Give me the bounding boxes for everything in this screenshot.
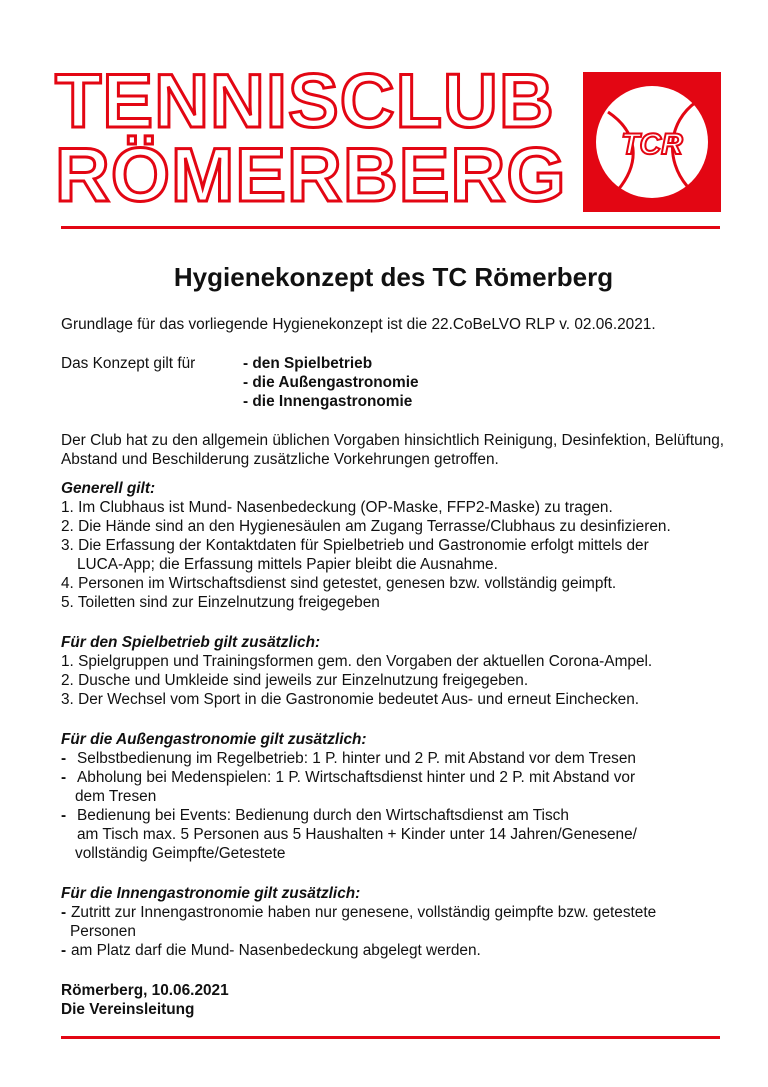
section-title: Für die Innengastronomie gilt zusätzlich: (61, 885, 361, 902)
list-item: 1. Im Clubhaus ist Mund- Nasenbedeckung (OP-Maske, FFP2-Maske) zu tragen. (61, 499, 613, 516)
logo-lettering: TCR (621, 128, 683, 161)
section-indoor-gastro (61, 884, 726, 960)
scope-block (61, 354, 726, 411)
list-item: 4. Personen im Wirtschaftsdienst sind getestet, genesen bzw. vollständig geimpft. (61, 575, 617, 592)
top-divider (61, 226, 720, 229)
intro-text: Grundlage für das vorliegende Hygienekonzept ist die 22.CoBeLVO RLP v. 02.06.2021. (61, 316, 656, 333)
club-logo (583, 72, 721, 212)
section-outdoor-gastro (61, 730, 726, 863)
section-title: Für die Außengastronomie gilt zusätzlich: (61, 731, 367, 748)
list-item: - am Platz darf die Mund- Nasenbedeckung abgelegt werden. (61, 942, 481, 959)
list-item: - Selbstbedienung im Regelbetrieb: 1 P. hinter und 2 P. mit Abstand vor dem Tresen (61, 750, 636, 767)
signatory: Die Vereinsleitung (61, 1001, 195, 1018)
document-body (61, 262, 726, 1019)
list-item: 3. Die Erfassung der Kontaktdaten für Spielbetrieb und Gastronomie erfolgt mittels der LUCA-App; die Erfassung mittels Papier bleibt die Ausnahme. (61, 537, 649, 573)
section-general (61, 479, 726, 612)
scope-label: Das Konzept gilt für (61, 355, 196, 372)
place-date: Römerberg, 10.06.2021 (61, 982, 229, 999)
list-item: 3. Der Wechsel vom Sport in die Gastronomie bedeutet Aus- und erneut Einchecken. (61, 691, 640, 708)
list-item: - Abholung bei Medenspielen: 1 P. Wirtschaftsdienst hinter und 2 P. mit Abstand vor dem Tresen (61, 769, 636, 805)
section-title: Generell gilt: (61, 480, 156, 497)
list-item: 5. Toiletten sind zur Einzelnutzung freigegeben (61, 594, 380, 611)
club-name-line-2: RÖMERBERG (55, 133, 567, 218)
club-name-line-1: TENNISCLUB (55, 59, 555, 144)
scope-item: - die Außengastronomie (243, 374, 419, 391)
list-item: - Zutritt zur Innengastronomie haben nur genesene, vollständig geimpfte bzw. getestete Personen (61, 904, 657, 940)
signature-block (61, 981, 726, 1019)
club-header (55, 59, 721, 218)
tennis-ball-logo-icon (583, 72, 721, 212)
scope-item: - die Innengastronomie (243, 393, 413, 410)
section-title: Für den Spielbetrieb gilt zusätzlich: (61, 634, 321, 651)
section-play (61, 633, 726, 709)
list-item: 2. Die Hände sind an den Hygienesäulen am Zugang Terrasse/Clubhaus zu desinfizieren. (61, 518, 671, 535)
scope-list (243, 354, 419, 411)
list-item: 2. Dusche und Umkleide sind jeweils zur Einzelnutzung freigegeben. (61, 672, 529, 689)
club-precautions-text: Der Club hat zu den allgemein üblichen Vorgaben hinsichtlich Reinigung, Desinfektion, Belüftung, Abstand und Beschilderung zusätzliche Vorkehrungen getroffen. (61, 432, 725, 468)
bottom-divider (61, 1036, 720, 1039)
scope-item: - den Spielbetrieb (243, 355, 373, 372)
list-item: - Bedienung bei Events: Bedienung durch den Wirtschaftsdienst am Tisch am Tisch max. 5 Personen aus 5 Haushalten + Kinder unter 14 Jahren/Genesene/ vollständig Geimpfte/Getestete (61, 807, 637, 862)
list-item: 1. Spielgruppen und Trainingsformen gem. den Vorgaben der aktuellen Corona-Ampel. (61, 653, 653, 670)
document-title: Hygienekonzept des TC Römerberg (173, 262, 614, 292)
